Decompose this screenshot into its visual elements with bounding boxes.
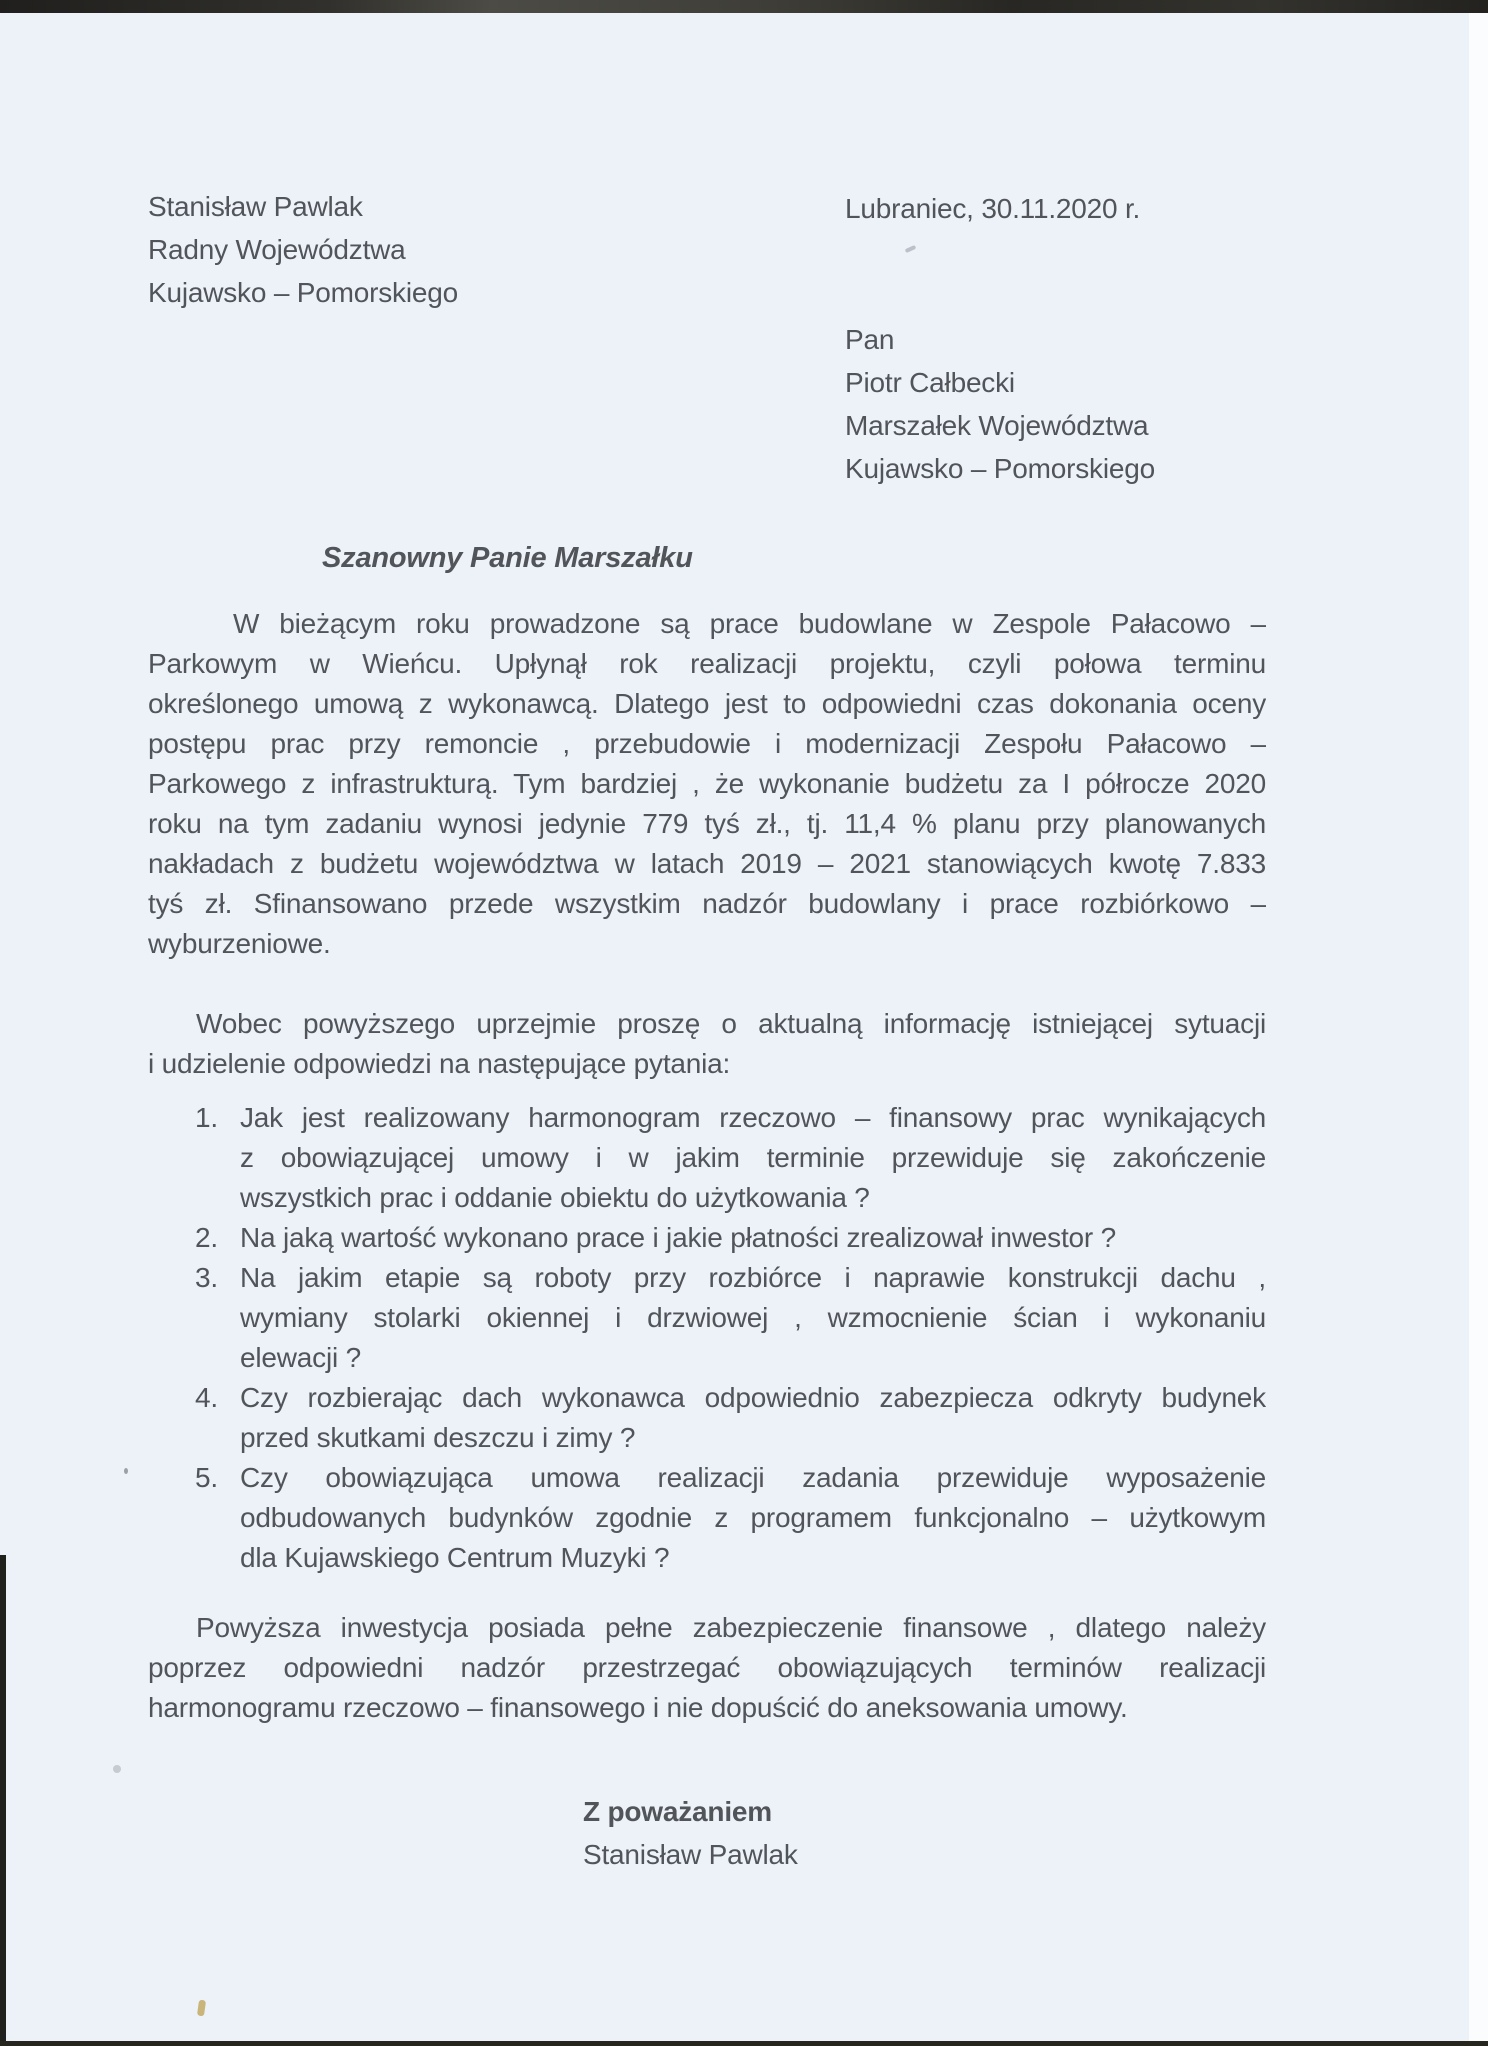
paragraph-line: i udzielenie odpowiedzi na następujące pytania:	[148, 1048, 731, 1079]
recipient-block	[845, 318, 1266, 490]
question-text	[240, 1378, 1266, 1458]
question-text	[240, 1218, 1266, 1258]
scan-artifact	[113, 1765, 121, 1773]
paragraph-line: tyś zł. Sfinansowano przede wszystkim nadzór budowlany i prace rozbiórkowo –	[148, 888, 1266, 919]
closing-paragraph	[148, 1608, 1266, 1728]
paragraph-2	[148, 1004, 1266, 1084]
sender-title: Radny Województwa	[148, 234, 406, 265]
paragraph-line: harmonogramu rzeczowo – finansowego i nie dopuścić do aneksowania umowy.	[148, 1692, 1128, 1723]
scan-artifact	[124, 1468, 128, 1474]
letter-date: Lubraniec, 30.11.2020 r.	[845, 193, 1141, 224]
scan-right-edge	[1469, 13, 1488, 2046]
question-number: 4.	[195, 1382, 218, 1413]
paragraph-1	[148, 604, 1266, 964]
question-item-4	[195, 1378, 1266, 1458]
question-item-5	[195, 1458, 1266, 1578]
question-item-1	[195, 1098, 1266, 1218]
paragraph-line: poprzez odpowiedni nadzór przestrzegać obowiązujących terminów realizacji	[148, 1652, 1266, 1683]
sender-region: Kujawsko – Pomorskiego	[148, 277, 458, 308]
question-line: elewacji ?	[240, 1342, 361, 1373]
sender-name: Stanisław Pawlak	[148, 191, 363, 222]
paragraph-line: postępu prac przy remoncie , przebudowie i modernizacji Zespołu Pałacowo –	[148, 728, 1266, 759]
question-item-3	[195, 1258, 1266, 1378]
question-line: dla Kujawskiego Centrum Muzyki ?	[240, 1542, 670, 1573]
question-line: Na jakim etapie są roboty przy rozbiórce i naprawie konstrukcji dachu ,	[240, 1262, 1266, 1293]
question-text	[240, 1098, 1266, 1218]
paragraph-line: Parkowego z infrastrukturą. Tym bardziej , że wykonanie budżetu za I półrocze 2020	[148, 768, 1266, 799]
scan-top-edge	[0, 0, 1488, 13]
question-number: 5.	[195, 1462, 218, 1493]
question-number: 2.	[195, 1222, 218, 1253]
recipient-title: Marszałek Województwa	[845, 410, 1149, 441]
question-number: 1.	[195, 1102, 218, 1133]
question-line: wymiany stolarki okiennej i drzwiowej , wzmocnienie ścian i wykonaniu	[240, 1302, 1266, 1333]
signoff-name: Stanisław Pawlak	[583, 1839, 798, 1870]
question-line: Czy obowiązująca umowa realizacji zadania przewiduje wyposażenie	[240, 1462, 1266, 1493]
question-item-2	[195, 1218, 1266, 1258]
question-line: z obowiązującej umowy i w jakim terminie przewiduje się zakończenie	[240, 1142, 1266, 1173]
signoff-closing: Z poważaniem	[583, 1796, 772, 1827]
recipient-region: Kujawsko – Pomorskiego	[845, 453, 1155, 484]
question-line: odbudowanych budynków zgodnie z programem funkcjonalno – użytkowym	[240, 1502, 1266, 1533]
question-line: wszystkich prac i oddanie obiektu do użytkowania ?	[240, 1182, 870, 1213]
question-text	[240, 1258, 1266, 1378]
recipient-honorific: Pan	[845, 324, 895, 355]
signoff-block	[583, 1790, 1266, 1876]
paragraph-line: Powyższa inwestycja posiada pełne zabezpieczenie finansowe , dlatego należy	[196, 1612, 1266, 1643]
question-line: Jak jest realizowany harmonogram rzeczowo – finansowy prac wynikających	[240, 1102, 1266, 1133]
question-text	[240, 1458, 1266, 1578]
questions-list	[148, 1098, 1266, 1578]
paragraph-line: nakładach z budżetu województwa w latach 2019 – 2021 stanowiących kwotę 7.833	[148, 848, 1266, 879]
paragraph-line: Parkowym w Wieńcu. Upłynął rok realizacji projektu, czyli połowa terminu	[148, 648, 1266, 679]
paragraph-line: roku na tym zadaniu wynosi jedynie 779 tyś zł., tj. 11,4 % planu przy planowanych	[148, 808, 1266, 839]
recipient-name: Piotr Całbecki	[845, 367, 1015, 398]
question-line: Na jaką wartość wykonano prace i jakie płatności zrealizował inwestor ?	[240, 1222, 1116, 1253]
question-number: 3.	[195, 1262, 218, 1293]
question-line: Czy rozbierając dach wykonawca odpowiednio zabezpiecza odkryty budynek	[240, 1382, 1266, 1413]
paragraph-line: wyburzeniowe.	[148, 928, 331, 959]
scan-left-edge	[0, 1555, 6, 2046]
paragraph-line: określonego umową z wykonawcą. Dlatego jest to odpowiedni czas dokonania oceny	[148, 688, 1266, 719]
scan-artifact	[197, 2000, 206, 2017]
letter-body	[148, 185, 1266, 1876]
salutation: Szanowny Panie Marszałku	[322, 542, 693, 574]
letter-header	[148, 185, 1266, 314]
paragraph-line: W bieżącym roku prowadzone są prace budowlane w Zespole Pałacowo –	[233, 608, 1266, 639]
scan-bottom-edge	[0, 2041, 1488, 2046]
paragraph-line: Wobec powyższego uprzejmie proszę o aktualną informację istniejącej sytuacji	[196, 1008, 1266, 1039]
question-line: przed skutkami deszczu i zimy ?	[240, 1422, 636, 1453]
